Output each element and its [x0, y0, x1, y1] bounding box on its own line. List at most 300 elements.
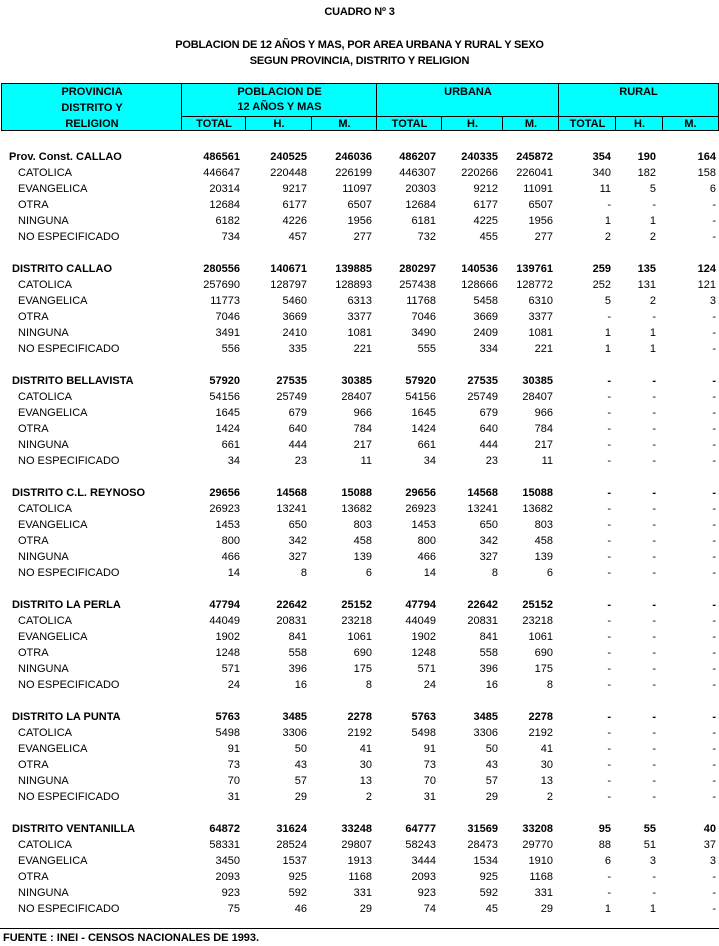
cell-value: -	[607, 391, 611, 403]
cell-value: 140671	[270, 263, 307, 275]
cell-value: 6182	[215, 215, 240, 227]
cell-value: 31624	[276, 823, 307, 835]
cell-value: 5498	[411, 727, 436, 739]
religion-label: NO ESPECIFICADO	[18, 679, 120, 691]
cell-value: 3377	[347, 311, 372, 323]
cell-value: 257438	[399, 279, 436, 291]
cell-value: 8	[491, 567, 498, 579]
table-row	[0, 277, 719, 293]
cell-value: -	[607, 791, 611, 803]
cell-value: 41	[359, 743, 372, 755]
cell-value: 1248	[411, 647, 436, 659]
cell-value: 558	[288, 647, 307, 659]
cell-value: 140536	[461, 263, 498, 275]
cell-value: 28473	[467, 839, 498, 851]
district-total-row	[0, 709, 719, 725]
cell-value: 1	[604, 903, 611, 915]
cell-value: -	[652, 615, 656, 627]
cell-value: -	[607, 631, 611, 643]
cell-value: 221	[353, 343, 372, 355]
religion-label: NO ESPECIFICADO	[18, 567, 120, 579]
cell-value: 29770	[522, 839, 553, 851]
cell-value: 139885	[335, 263, 372, 275]
cell-value: 31569	[467, 823, 498, 835]
header-col1-line1: PROVINCIA	[61, 86, 123, 98]
cell-value: 803	[353, 519, 372, 531]
header-divider	[502, 116, 503, 130]
cell-value: -	[712, 663, 716, 675]
cell-value: -	[607, 519, 611, 531]
header-sub-m: M.	[524, 118, 538, 130]
header-sub-m: M.	[684, 118, 697, 130]
table-row	[0, 197, 719, 213]
cell-value: 95	[598, 823, 611, 835]
cell-value: 22642	[467, 599, 498, 611]
cell-value: 128772	[516, 279, 553, 291]
cell-value: 486207	[399, 151, 436, 163]
religion-label: EVANGELICA	[18, 743, 88, 755]
header-sub-h: H.	[467, 118, 478, 130]
cell-value: 20303	[405, 183, 436, 195]
table-row	[0, 341, 719, 357]
cell-value: 20314	[209, 183, 240, 195]
table-row	[0, 757, 719, 773]
religion-label: CATOLICA	[18, 503, 72, 515]
cell-value: 2409	[473, 327, 498, 339]
cell-value: 64872	[209, 823, 240, 835]
cell-value: 6310	[528, 295, 553, 307]
cell-value: 182	[637, 167, 656, 179]
table-row	[0, 501, 719, 517]
cell-value: 23218	[522, 615, 553, 627]
cell-value: 1	[649, 343, 656, 355]
table-title: POBLACION DE 12 AÑOS Y MAS, POR AREA URBANA Y RURAL Y SEXO	[175, 39, 544, 51]
cell-value: -	[607, 647, 611, 659]
cell-value: 28407	[341, 391, 372, 403]
cell-value: 5	[649, 183, 656, 195]
cell-value: 64777	[405, 823, 436, 835]
table-number-title: CUADRO Nº 3	[324, 6, 395, 18]
cell-value: 23218	[341, 615, 372, 627]
cell-value: 11768	[406, 295, 436, 307]
row-label: DISTRITO CALLAO	[12, 263, 113, 275]
cell-value: 220448	[270, 167, 307, 179]
cell-value: 3669	[473, 311, 498, 323]
cell-value: 14568	[276, 487, 307, 499]
cell-value: 29	[540, 903, 553, 915]
cell-value: 31	[227, 791, 240, 803]
cell-value: 24	[423, 679, 436, 691]
cell-value: 13	[359, 775, 372, 787]
religion-label: NINGUNA	[18, 439, 69, 451]
cell-value: 1168	[529, 871, 553, 883]
cell-value: 11	[360, 455, 372, 467]
cell-value: -	[712, 791, 716, 803]
cell-value: -	[652, 727, 656, 739]
cell-value: 784	[353, 423, 372, 435]
cell-value: 3306	[282, 727, 307, 739]
cell-value: -	[712, 535, 716, 547]
cell-value: 16	[485, 679, 498, 691]
table-row	[0, 565, 719, 581]
religion-label: OTRA	[18, 759, 49, 771]
cell-value: -	[712, 615, 716, 627]
cell-value: 1902	[215, 631, 240, 643]
cell-value: 245872	[516, 151, 553, 163]
cell-value: 650	[288, 519, 307, 531]
cell-value: 41	[540, 743, 553, 755]
cell-value: 1	[604, 215, 611, 227]
cell-value: 6177	[282, 199, 307, 211]
cell-value: -	[652, 199, 656, 211]
religion-label: NINGUNA	[18, 327, 69, 339]
cell-value: 335	[288, 343, 307, 355]
religion-label: EVANGELICA	[18, 855, 88, 867]
cell-value: -	[712, 887, 716, 899]
cell-value: 1910	[528, 855, 553, 867]
cell-value: -	[607, 487, 611, 499]
table-row	[0, 629, 719, 645]
cell-value: 2278	[347, 711, 372, 723]
header-group-urbana: URBANA	[444, 86, 492, 98]
cell-value: 327	[479, 551, 498, 563]
table-row	[0, 773, 719, 789]
cell-value: 221	[534, 343, 553, 355]
table-row	[0, 613, 719, 629]
cell-value: 1	[649, 215, 656, 227]
cell-value: 43	[485, 759, 498, 771]
cell-value: -	[712, 503, 716, 515]
cell-value: -	[607, 615, 611, 627]
cell-value: 458	[534, 535, 553, 547]
cell-value: 1081	[347, 327, 372, 339]
cell-value: -	[652, 647, 656, 659]
cell-value: 1248	[215, 647, 240, 659]
table-row	[0, 405, 719, 421]
header-group-rural: RURAL	[619, 86, 658, 98]
cell-value: 57920	[209, 375, 240, 387]
cell-value: 277	[534, 231, 553, 243]
header-col1-line3: RELIGION	[65, 118, 119, 130]
table-row	[0, 309, 719, 325]
religion-label: CATOLICA	[18, 279, 72, 291]
cell-value: 27535	[467, 375, 498, 387]
cell-value: 37	[703, 839, 716, 851]
cell-value: 23	[485, 455, 498, 467]
cell-value: 1537	[282, 855, 307, 867]
cell-value: 51	[643, 839, 656, 851]
cell-value: -	[607, 311, 611, 323]
cell-value: -	[607, 199, 611, 211]
cell-value: 15088	[341, 487, 372, 499]
cell-value: 6	[604, 855, 611, 867]
cell-value: -	[652, 551, 656, 563]
cell-value: 4225	[473, 215, 498, 227]
table-row	[0, 549, 719, 565]
cell-value: 46	[294, 903, 307, 915]
cell-value: 1453	[215, 519, 240, 531]
cell-value: -	[652, 759, 656, 771]
religion-label: NO ESPECIFICADO	[18, 231, 120, 243]
cell-value: 2	[365, 791, 372, 803]
cell-value: 690	[353, 647, 372, 659]
cell-value: 5498	[215, 727, 240, 739]
row-label: Prov. Const. CALLAO	[9, 151, 122, 163]
cell-value: 158	[697, 167, 716, 179]
cell-value: 1956	[347, 215, 372, 227]
cell-value: 57	[485, 775, 498, 787]
cell-value: 34	[227, 455, 240, 467]
cell-value: 13241	[276, 503, 307, 515]
cell-value: 841	[479, 631, 498, 643]
cell-value: 5	[604, 295, 611, 307]
cell-value: 43	[294, 759, 307, 771]
cell-value: 342	[479, 535, 498, 547]
cell-value: 28407	[522, 391, 553, 403]
cell-value: 29	[359, 903, 372, 915]
religion-label: NINGUNA	[18, 663, 69, 675]
cell-value: 139	[353, 551, 372, 563]
cell-value: 334	[479, 343, 498, 355]
cell-value: 55	[643, 823, 656, 835]
cell-value: -	[712, 375, 716, 387]
cell-value: 34	[423, 455, 436, 467]
cell-value: 30385	[341, 375, 372, 387]
cell-value: -	[712, 647, 716, 659]
cell-value: 91	[227, 743, 240, 755]
cell-value: 23	[294, 455, 307, 467]
cell-value: 217	[353, 439, 372, 451]
cell-value: 128666	[461, 279, 498, 291]
religion-label: EVANGELICA	[18, 407, 88, 419]
cell-value: 22642	[276, 599, 307, 611]
cell-value: -	[712, 727, 716, 739]
table-row	[0, 853, 719, 869]
cell-value: 458	[353, 535, 372, 547]
cell-value: -	[607, 439, 611, 451]
cell-value: 6	[709, 183, 716, 195]
cell-value: 13682	[341, 503, 372, 515]
district-total-row	[0, 261, 719, 277]
cell-value: 31	[423, 791, 436, 803]
religion-label: OTRA	[18, 535, 49, 547]
cell-value: 732	[417, 231, 436, 243]
cell-value: 5763	[215, 711, 240, 723]
cell-value: 1168	[348, 871, 372, 883]
cell-value: -	[652, 535, 656, 547]
cell-value: -	[712, 231, 716, 243]
cell-value: 128797	[270, 279, 307, 291]
cell-value: 164	[697, 151, 716, 163]
cell-value: 13241	[467, 503, 498, 515]
cell-value: 3490	[411, 327, 436, 339]
cell-value: 54156	[405, 391, 436, 403]
header-divider	[376, 84, 377, 130]
cell-value: -	[712, 775, 716, 787]
cell-value: -	[652, 743, 656, 755]
cell-value: 139	[534, 551, 553, 563]
cell-value: 342	[288, 535, 307, 547]
cell-value: 24	[227, 679, 240, 691]
cell-value: -	[652, 871, 656, 883]
cell-value: 592	[288, 887, 307, 899]
cell-value: 33208	[522, 823, 553, 835]
cell-value: 6	[365, 567, 372, 579]
cell-value: -	[607, 743, 611, 755]
table-row	[0, 517, 719, 533]
cell-value: -	[712, 903, 716, 915]
row-label: DISTRITO LA PUNTA	[12, 711, 121, 723]
cell-value: -	[652, 887, 656, 899]
cell-value: 841	[288, 631, 307, 643]
cell-value: 20831	[276, 615, 307, 627]
cell-value: 1	[649, 903, 656, 915]
religion-label: CATOLICA	[18, 391, 72, 403]
cell-value: 1453	[411, 519, 436, 531]
cell-value: -	[607, 711, 611, 723]
cell-value: -	[607, 567, 611, 579]
header-sub-h: H.	[273, 118, 285, 130]
cell-value: 26923	[209, 503, 240, 515]
cell-value: 457	[288, 231, 307, 243]
cell-value: 28524	[276, 839, 307, 851]
cell-value: 925	[288, 871, 307, 883]
cell-value: -	[652, 311, 656, 323]
cell-value: -	[607, 535, 611, 547]
cell-value: 30	[540, 759, 553, 771]
cell-value: 73	[227, 759, 240, 771]
cell-value: -	[712, 311, 716, 323]
cell-value: -	[607, 887, 611, 899]
table-row	[0, 229, 719, 245]
cell-value: -	[652, 791, 656, 803]
cell-value: 47794	[405, 599, 436, 611]
header-sub-total: TOTAL	[391, 118, 428, 130]
table-row	[0, 885, 719, 901]
cell-value: 784	[534, 423, 553, 435]
cell-value: 640	[288, 423, 307, 435]
cell-value: -	[607, 423, 611, 435]
cell-value: -	[607, 551, 611, 563]
table-row	[0, 213, 719, 229]
cell-value: -	[652, 519, 656, 531]
cell-value: 25152	[341, 599, 372, 611]
religion-label: OTRA	[18, 871, 49, 883]
cell-value: 446647	[203, 167, 240, 179]
cell-value: -	[712, 679, 716, 691]
cell-value: 280556	[203, 263, 240, 275]
cell-value: 3485	[282, 711, 307, 723]
cell-value: -	[652, 679, 656, 691]
cell-value: 7046	[411, 311, 436, 323]
cell-value: 3669	[282, 311, 307, 323]
cell-value: -	[712, 407, 716, 419]
cell-value: 4226	[282, 215, 307, 227]
cell-value: 25749	[467, 391, 498, 403]
cell-value: -	[712, 599, 716, 611]
cell-value: 12684	[405, 199, 436, 211]
cell-value: 1902	[411, 631, 436, 643]
cell-value: -	[652, 631, 656, 643]
table-row	[0, 325, 719, 341]
cell-value: 58243	[405, 839, 436, 851]
cell-value: -	[607, 407, 611, 419]
religion-label: NINGUNA	[18, 215, 69, 227]
cell-value: 26923	[405, 503, 436, 515]
cell-value: 444	[479, 439, 498, 451]
cell-value: 124	[697, 263, 716, 275]
header-divider	[662, 116, 663, 130]
row-label: DISTRITO C.L. REYNOSO	[12, 487, 146, 499]
cell-value: -	[712, 711, 716, 723]
cell-value: 54156	[209, 391, 240, 403]
cell-value: 650	[479, 519, 498, 531]
cell-value: -	[712, 487, 716, 499]
cell-value: 1913	[347, 855, 372, 867]
cell-value: 58331	[209, 839, 240, 851]
cell-value: 44049	[405, 615, 436, 627]
cell-value: 923	[417, 887, 436, 899]
cell-value: 2	[546, 791, 553, 803]
cell-value: 12684	[209, 199, 240, 211]
source-note: FUENTE : INEI - CENSOS NACIONALES DE 1993.	[3, 932, 260, 944]
cell-value: 47794	[209, 599, 240, 611]
cell-value: -	[652, 663, 656, 675]
religion-label: NO ESPECIFICADO	[18, 343, 120, 355]
cell-value: 11091	[523, 183, 553, 195]
cell-value: -	[607, 503, 611, 515]
table-row	[0, 181, 719, 197]
cell-value: -	[652, 423, 656, 435]
cell-value: -	[607, 727, 611, 739]
cell-value: 1424	[215, 423, 240, 435]
cell-value: 571	[221, 663, 240, 675]
cell-value: 11097	[342, 183, 372, 195]
header-col1-line2: DISTRITO Y	[61, 102, 123, 114]
cell-value: 640	[479, 423, 498, 435]
table-row	[0, 741, 719, 757]
cell-value: 1645	[411, 407, 436, 419]
cell-value: 6177	[473, 199, 498, 211]
header-divider	[441, 116, 442, 130]
table-row	[0, 901, 719, 917]
cell-value: 6313	[347, 295, 372, 307]
row-label: DISTRITO LA PERLA	[12, 599, 121, 611]
table-row	[0, 789, 719, 805]
cell-value: 6507	[347, 199, 372, 211]
cell-value: 7046	[215, 311, 240, 323]
cell-value: 190	[637, 151, 656, 163]
cell-value: -	[712, 199, 716, 211]
cell-value: 29807	[341, 839, 372, 851]
cell-value: 14	[227, 567, 240, 579]
cell-value: -	[652, 439, 656, 451]
cell-value: 6507	[528, 199, 553, 211]
cell-value: 11773	[210, 295, 240, 307]
cell-value: 1424	[411, 423, 436, 435]
cell-value: 50	[294, 743, 307, 755]
cell-value: 803	[534, 519, 553, 531]
religion-label: NO ESPECIFICADO	[18, 903, 120, 915]
cell-value: 257690	[203, 279, 240, 291]
cell-value: 40	[703, 823, 716, 835]
cell-value: 354	[592, 151, 611, 163]
cell-value: 16	[294, 679, 307, 691]
cell-value: 121	[697, 279, 716, 291]
cell-value: 25152	[522, 599, 553, 611]
religion-label: OTRA	[18, 311, 49, 323]
cell-value: 3	[709, 855, 716, 867]
